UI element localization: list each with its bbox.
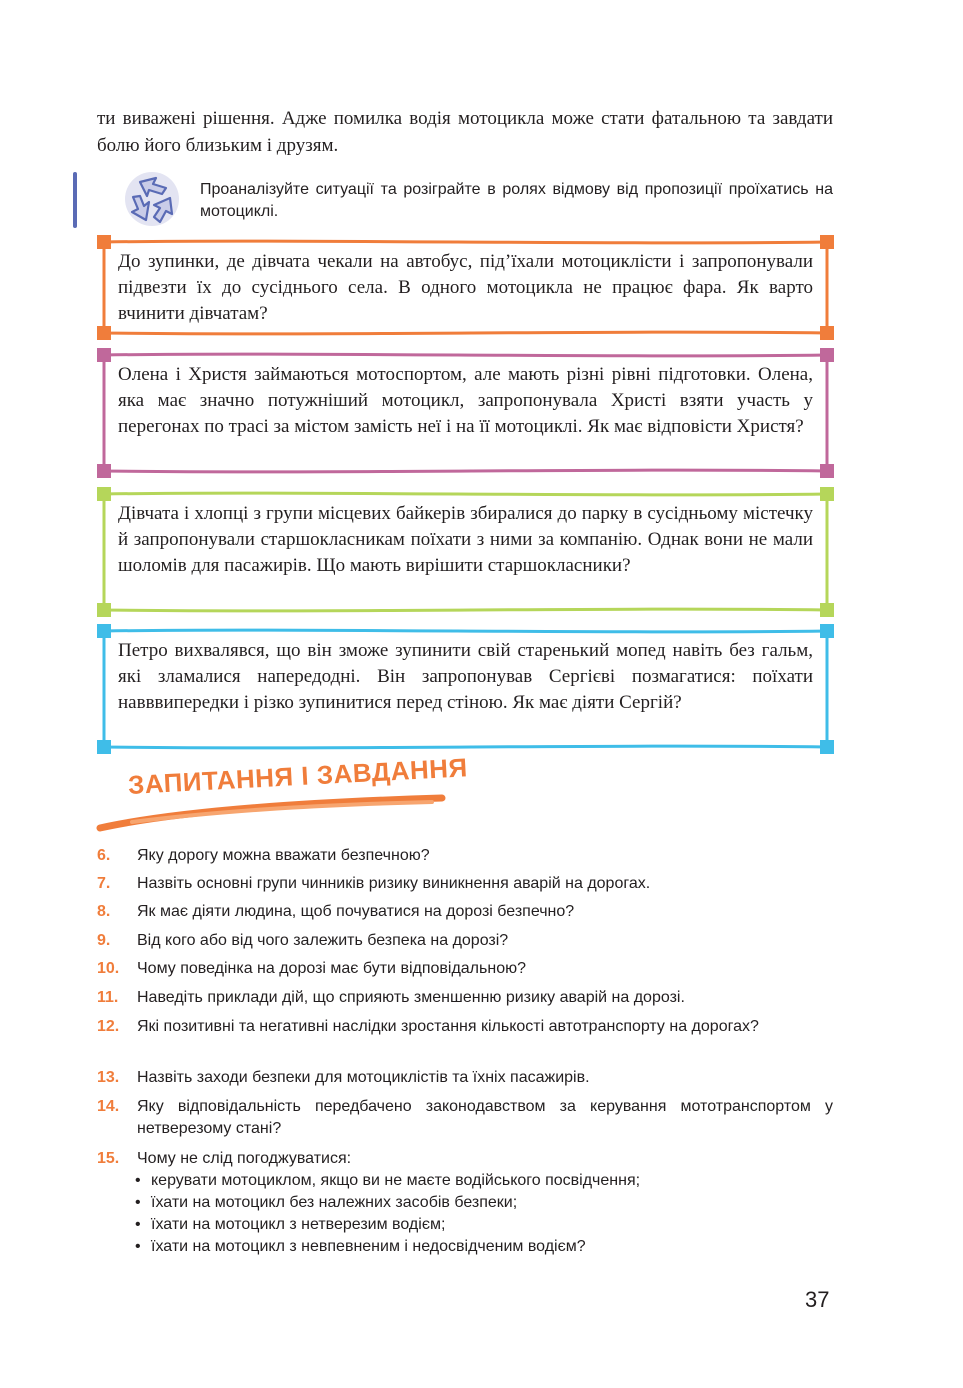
question-item	[97, 958, 833, 980]
recycle-arrows-icon	[120, 168, 184, 230]
heading-text: ЗАПИТАННЯ І ЗАВДАННЯ	[127, 752, 469, 800]
question-text: Чому поведінка на дорозі має бути відповідальною?	[137, 960, 526, 977]
question-item	[97, 1067, 833, 1089]
question-number: 8.	[97, 903, 111, 920]
situation-text-1: До зупинки, де дівчата чекали на автобус, під’їхали мотоциклісти і запропонували підвезти їх до сусіднього села. В одного мотоцикла не працює фара. Як варто вчинити дівчатам?	[118, 251, 813, 324]
margin-marker	[73, 172, 77, 228]
bullet-glyph: •	[135, 1216, 141, 1233]
question-number: 9.	[97, 932, 111, 949]
question-number: 13.	[97, 1069, 120, 1086]
question-item	[97, 1016, 833, 1038]
situation-box-4	[97, 624, 834, 754]
situation-box-1	[97, 235, 834, 340]
question-number: 6.	[97, 847, 111, 864]
question-item	[97, 845, 833, 867]
question-number: 11.	[97, 989, 119, 1006]
question-item	[97, 987, 833, 1009]
bullet-text: керувати мотоциклом, якщо ви не маєте водійського посвідчення;	[151, 1172, 641, 1189]
question-number: 7.	[97, 875, 111, 892]
bullet-glyph: •	[135, 1172, 141, 1189]
question-item	[97, 1148, 833, 1170]
question-item	[97, 873, 833, 895]
question-text: Від кого або від чого залежить безпека на дорозі?	[137, 932, 509, 949]
question-text: Наведіть приклади дій, що сприяють зменшенню ризику аварій на дорозі.	[137, 989, 685, 1006]
situation-box-3	[97, 487, 834, 617]
bullet-item	[135, 1192, 835, 1214]
question-item	[97, 1096, 833, 1140]
question-text: Яку дорогу можна вважати безпечною?	[137, 847, 430, 864]
question-text: Які позитивні та негативні наслідки зростання кількості автотранспорту на дорогах?	[137, 1018, 759, 1035]
bullet-list	[135, 1170, 835, 1258]
situation-text-4: Петро вихвалявся, що він зможе зупинити свій старенький мопед навіть без гальм, які зламалися напередодні. Він запропонував Сергієві позмагатися: поїхати навввипередки і різко зупинитися перед стіною. Як має діяти Сергій?	[118, 640, 813, 713]
bullet-glyph: •	[135, 1194, 141, 1211]
page-number: 37	[805, 1287, 830, 1312]
task-instruction: Проаналізуйте ситуації та розіграйте в ролях відмову від пропозиції проїхатись на мотоциклі.	[200, 181, 833, 220]
situation-box-2	[97, 348, 834, 478]
question-text: Як має діяти людина, щоб почуватися на дорозі безпечно?	[137, 903, 575, 920]
question-number: 10.	[97, 960, 120, 977]
question-number: 15.	[97, 1150, 120, 1167]
bullet-item	[135, 1214, 835, 1236]
bullet-text: їхати на мотоцикл з невпевненим і недосвідченим водієм?	[151, 1238, 586, 1255]
question-item	[97, 901, 833, 923]
section-heading	[92, 752, 469, 842]
situation-text-2: Олена і Христя займаються мотоспортом, але мають різні рівні підготовки. Олена, яка має значно потужніший мотоцикл, запропонувала Христі взяти участь у перегонах по трасі за містом замість неї і на її мотоциклі. Як має відповісти Христя?	[118, 364, 813, 437]
bullet-text: їхати на мотоцикл з нетверезим водієм;	[151, 1216, 446, 1233]
question-text: Чому не слід погоджуватися:	[137, 1150, 352, 1167]
bullet-item	[135, 1236, 835, 1258]
situation-text-3: Дівчата і хлопці з групи місцевих байкерів збиралися до парку в сусідньому містечку й запропонували старшокласникам поїхати з ними за компанію. Однак вони не мали шоломів для пасажирів. Що мають вирішити старшокласники?	[118, 503, 813, 576]
question-item	[97, 930, 833, 952]
bullet-glyph: •	[135, 1238, 141, 1255]
bullet-text: їхати на мотоцикл без належних засобів безпеки;	[151, 1194, 518, 1211]
bullet-item	[135, 1170, 835, 1192]
question-number: 14.	[97, 1098, 120, 1115]
question-number: 12.	[97, 1018, 120, 1035]
question-text: Яку відповідальність передбачено законодавством за керування мототранспортом у нетверезому стані?	[137, 1098, 833, 1137]
question-text: Назвіть заходи безпеки для мотоциклістів та їхніх пасажирів.	[137, 1069, 590, 1086]
question-text: Назвіть основні групи чинників ризику виникнення аварій на дорогах.	[137, 875, 651, 892]
intro-paragraph: ти виважені рішення. Адже помилка водія мотоцикла може стати фатальною та завдати болю його близьким і друзям.	[97, 108, 833, 156]
